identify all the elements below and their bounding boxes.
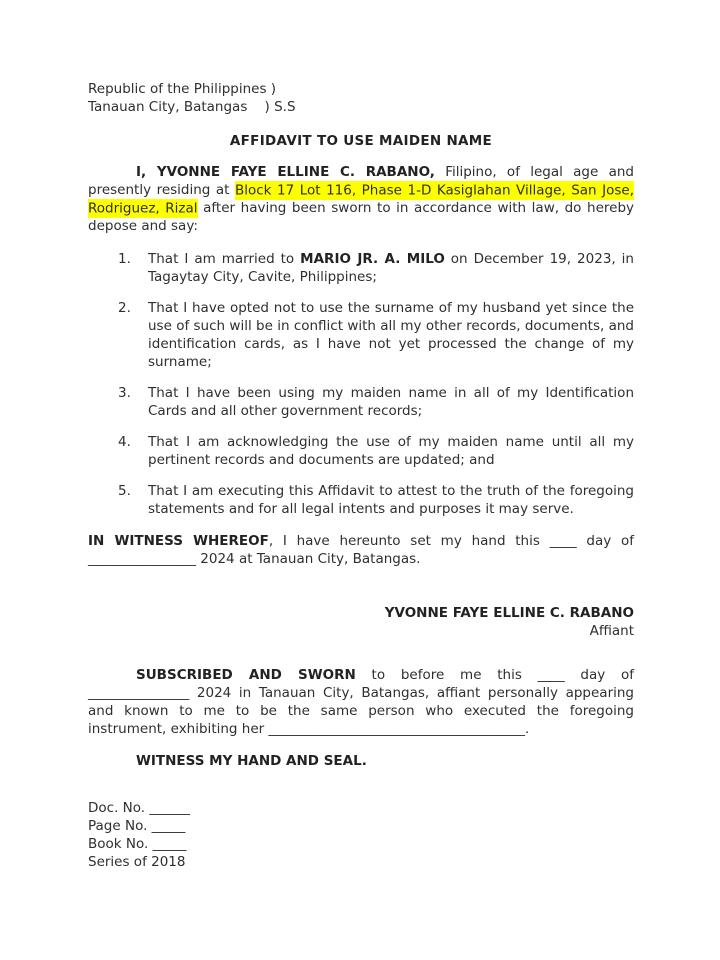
- witness-text-3: 2024 at Tanauan City, Batangas.: [196, 551, 421, 567]
- day-blank: ____: [549, 533, 577, 549]
- doc-no-line: Doc. No. ______: [88, 800, 190, 816]
- witness-whereof-bold: IN WITNESS WHEREOF: [88, 533, 269, 549]
- statement-text: That I have been using my maiden name in all of my Identification Cards and all other government records;: [148, 385, 634, 419]
- statement-text: That I am executing this Affidavit to attest to the truth of the foregoing statements and for all legal intents and purposes it may serve.: [148, 483, 634, 517]
- spouse-name-bold: MARIO JR. A. MILO: [300, 251, 445, 267]
- address-highlight: Block 17 Lot 116, Phase 1-D Kasiglahan Village, San Jose, Rodriguez, Rizal: [88, 182, 634, 216]
- subscribed-sworn-bold: SUBSCRIBED AND SWORN: [136, 667, 356, 683]
- jurat-text-3: 2024 in Tanauan City, Batangas, affiant personally appearing and known to me to be the same person who executed the foregoing instrument, exhibiting her: [88, 685, 634, 737]
- jurat-text-4: .: [524, 721, 530, 737]
- statement-number: 5.: [118, 483, 131, 499]
- jurat-text-1: to before me this: [355, 667, 538, 683]
- statement-item-5: [118, 482, 634, 518]
- affiant-name-bold: I, YVONNE FAYE ELLINE C. RABANO,: [136, 164, 435, 180]
- intro-text-2: after having been sworn to in accordance with law, do hereby depose and say:: [88, 200, 634, 234]
- statement-text: That I have opted not to use the surname of my husband yet since the use of such will be in conflict with all my other records, documents, and identification cards, as I have not yet processed the change of my surname;: [148, 300, 634, 370]
- jurat-paragraph: [88, 666, 634, 738]
- witness-text-2: day of: [576, 533, 634, 549]
- jurat-text-2: day of: [564, 667, 634, 683]
- statement-number: 2.: [118, 300, 131, 316]
- statement-list: [88, 250, 634, 518]
- statement-item-4: [118, 433, 634, 469]
- closing-line: WITNESS MY HAND AND SEAL.: [136, 753, 367, 769]
- venue-republic-line: Republic of the Philippines ): [88, 81, 277, 97]
- statement-1-pre: That I am married to: [148, 251, 301, 267]
- intro-paragraph: [88, 163, 634, 235]
- jurat-day-blank: ____: [537, 667, 565, 683]
- statement-text: [148, 250, 634, 286]
- signature-block: [88, 604, 634, 640]
- statement-item-2: [118, 299, 634, 371]
- witness-text-1: , I have hereunto set my hand this: [268, 533, 550, 549]
- jurat-month-blank: _______________: [88, 685, 190, 701]
- venue-city-line: Tanauan City, Batangas ) S.S: [88, 99, 296, 115]
- document-title: AFFIDAVIT TO USE MAIDEN NAME: [229, 133, 493, 149]
- exhibit-blank: ______________________________________: [268, 721, 525, 737]
- statement-item-3: [118, 384, 634, 420]
- signature-role: Affiant: [589, 623, 634, 639]
- month-blank: ________________: [88, 551, 196, 567]
- statement-number: 4.: [118, 434, 131, 450]
- statement-number: 1.: [118, 251, 131, 267]
- statement-1-post: on December 19, 2023, in Tagaytay City, Cavite, Philippines;: [148, 251, 634, 285]
- signature-name: YVONNE FAYE ELLINE C. RABANO: [384, 605, 634, 621]
- statement-text: That I am acknowledging the use of my maiden name until all my pertinent records and documents are updated; and: [148, 434, 634, 468]
- intro-text-1: Filipino, of legal age and presently residing at: [88, 164, 634, 198]
- page-no-line: Page No. _____: [88, 818, 186, 834]
- witness-clause: [88, 532, 634, 568]
- statement-item-1: [118, 250, 634, 286]
- notary-register-block: [88, 799, 634, 871]
- venue-header: [88, 80, 634, 116]
- statement-number: 3.: [118, 385, 131, 401]
- book-no-line: Book No. _____: [88, 836, 187, 852]
- series-line: Series of 2018: [88, 854, 186, 870]
